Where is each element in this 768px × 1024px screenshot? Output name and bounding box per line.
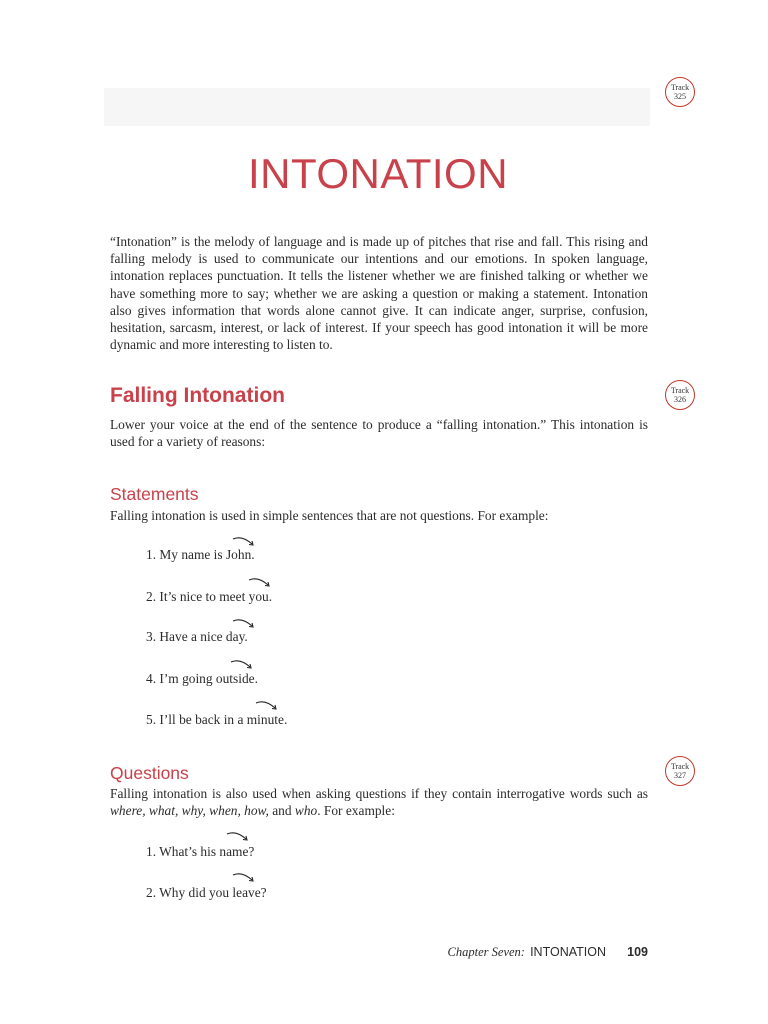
questions-heading: Questions [110,763,189,783]
falling-intonation-heading: Falling Intonation [110,384,285,407]
track-badge-327[interactable] [665,756,695,786]
footer-chapter: Chapter Seven: [447,945,525,959]
question-example-1: 1. What’s his name? [146,844,255,859]
question-example-2: 2. Why did you leave? [146,885,267,900]
statement-example-4: 4. I’m going outside. [146,671,258,686]
questions-and: and [272,803,292,819]
falling-intonation-arrow-icon [248,576,272,590]
intro-paragraph: “Intonation” is the melody of language and is made up of pitches that rise and fall. This rising and falling melody is used to communicate our intentions and our emotions. In spoken language, intonation replaces punctuation. It tells the listener whether we are finished talking or whether we have something more to say; whether we are asking a question or making a statement. Intonation also gives information that words alone cannot give. It can indicate anger, surprise, confusion, hesitation, sarcasm, interest, or lack of interest. If your speech has good intonation it will be more dynamic and more interesting to listen to. [110,234,648,353]
track-number: 327 [674,770,686,780]
page-number: 109 [627,945,648,959]
header-band [104,88,650,126]
track-number: 326 [674,394,686,404]
statements-heading: Statements [110,484,199,504]
interrogative-who: who [294,803,318,819]
page-footer [448,945,648,960]
interrogative-words: where, what, why, when, how, [110,803,269,819]
track-badge-326[interactable] [665,380,695,410]
statements-paragraph: Falling intonation is used in simple sentences that are not questions. For example: [110,508,549,523]
questions-paragraph [110,785,648,819]
falling-intonation-arrow-icon [226,830,250,844]
falling-intonation-paragraph: Lower your voice at the end of the sentence to produce a “falling intonation.” This intonation is used for a variety of reasons: [110,417,648,450]
falling-intonation-arrow-icon [255,699,279,713]
questions-text-after: . For example: [317,803,395,819]
questions-text-before: Falling intonation is also used when asking questions if they contain interrogative words such as [110,786,648,801]
track-number: 325 [674,91,686,101]
falling-intonation-arrow-icon [232,871,256,885]
track-label: Track [670,386,690,395]
track-badge-325[interactable] [665,77,695,107]
falling-intonation-arrow-icon [230,658,254,672]
statement-example-1: 1. My name is John. [146,547,255,562]
track-label: Track [670,83,690,92]
statement-example-3: 3. Have a nice day. [146,629,248,644]
statement-example-2: 2. It’s nice to meet you. [146,589,273,604]
track-label: Track [670,762,690,771]
page-title: INTONATION [247,150,509,197]
footer-section: INTONATION [530,945,607,959]
statement-example-5: 5. I’ll be back in a minute. [146,712,288,727]
